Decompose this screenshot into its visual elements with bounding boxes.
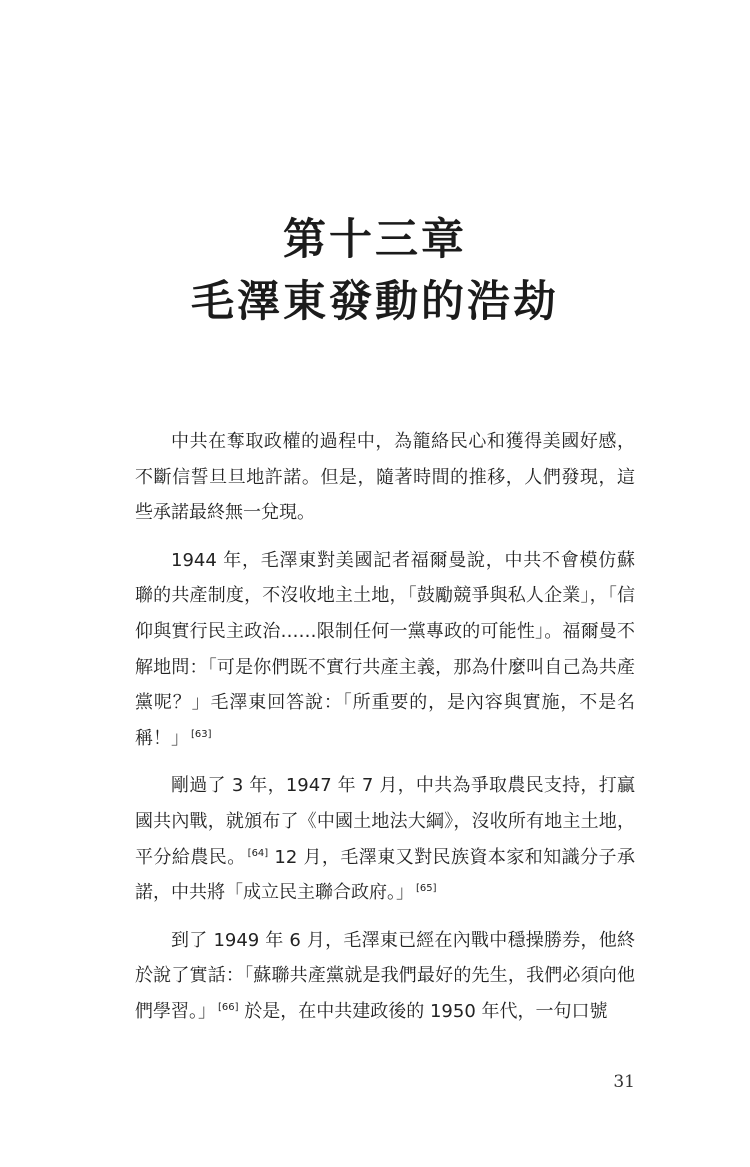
paragraph — [135, 424, 635, 531]
chapter-body — [135, 424, 635, 1042]
footnote-marker: [64] — [247, 847, 269, 859]
paragraph — [135, 543, 635, 757]
paragraph-text: 中共在奪取政權的過程中，為籠絡民心和獲得美國好感，不斷信誓旦旦地許諾。但是，隨著時間的推移，人們發現，這些承諾最終無一兌現。 — [135, 431, 635, 524]
paragraph-text: 於是，在中共建政後的 1950 年代，一句口號 — [238, 1000, 608, 1022]
paragraph-text: 到了 1949 年 6 月，毛澤東已經在內戰中穩操勝券，他終於說了實話：「蘇聯共產黨就是我們最好的先生，我們必須向他們學習。」 — [135, 929, 635, 1022]
page-number: 31 — [613, 1072, 635, 1092]
paragraph — [135, 768, 635, 910]
footnote-marker: [65] — [416, 883, 437, 895]
paragraph-text: 1944 年，毛澤東對美國記者福爾曼說，中共不會模仿蘇聯的共產制度，不沒收地主土地，「鼓勵競爭與私人企業」，「信仰與實行民主政治……限制任何一黨專政的可能性」。福爾曼不解地問：「可是你們既不實行共產主義，那為什麼叫自己為共產黨呢？」毛澤東回答說：「所重要的，是內容與實施，不是名稱！」 — [135, 549, 635, 749]
chapter-title: 毛澤東發動的浩劫 — [191, 277, 559, 327]
footnote-marker: [63] — [191, 728, 212, 740]
paragraph-text: 剛過了 3 年，1947 年 7 月，中共為爭取農民支持，打贏國共內戰，就頒布了《中國土地法大綱》，沒收所有地主土地，平分給農民。 — [135, 775, 635, 868]
paragraph-text: 12 月，毛澤東又對民族資本家和知識分子承諾，中共將「成立民主聯合政府。」 — [135, 846, 635, 904]
chapter-number: 第十三章 — [283, 215, 467, 265]
paragraph — [135, 923, 635, 1030]
footnote-marker: [66] — [218, 1001, 239, 1013]
